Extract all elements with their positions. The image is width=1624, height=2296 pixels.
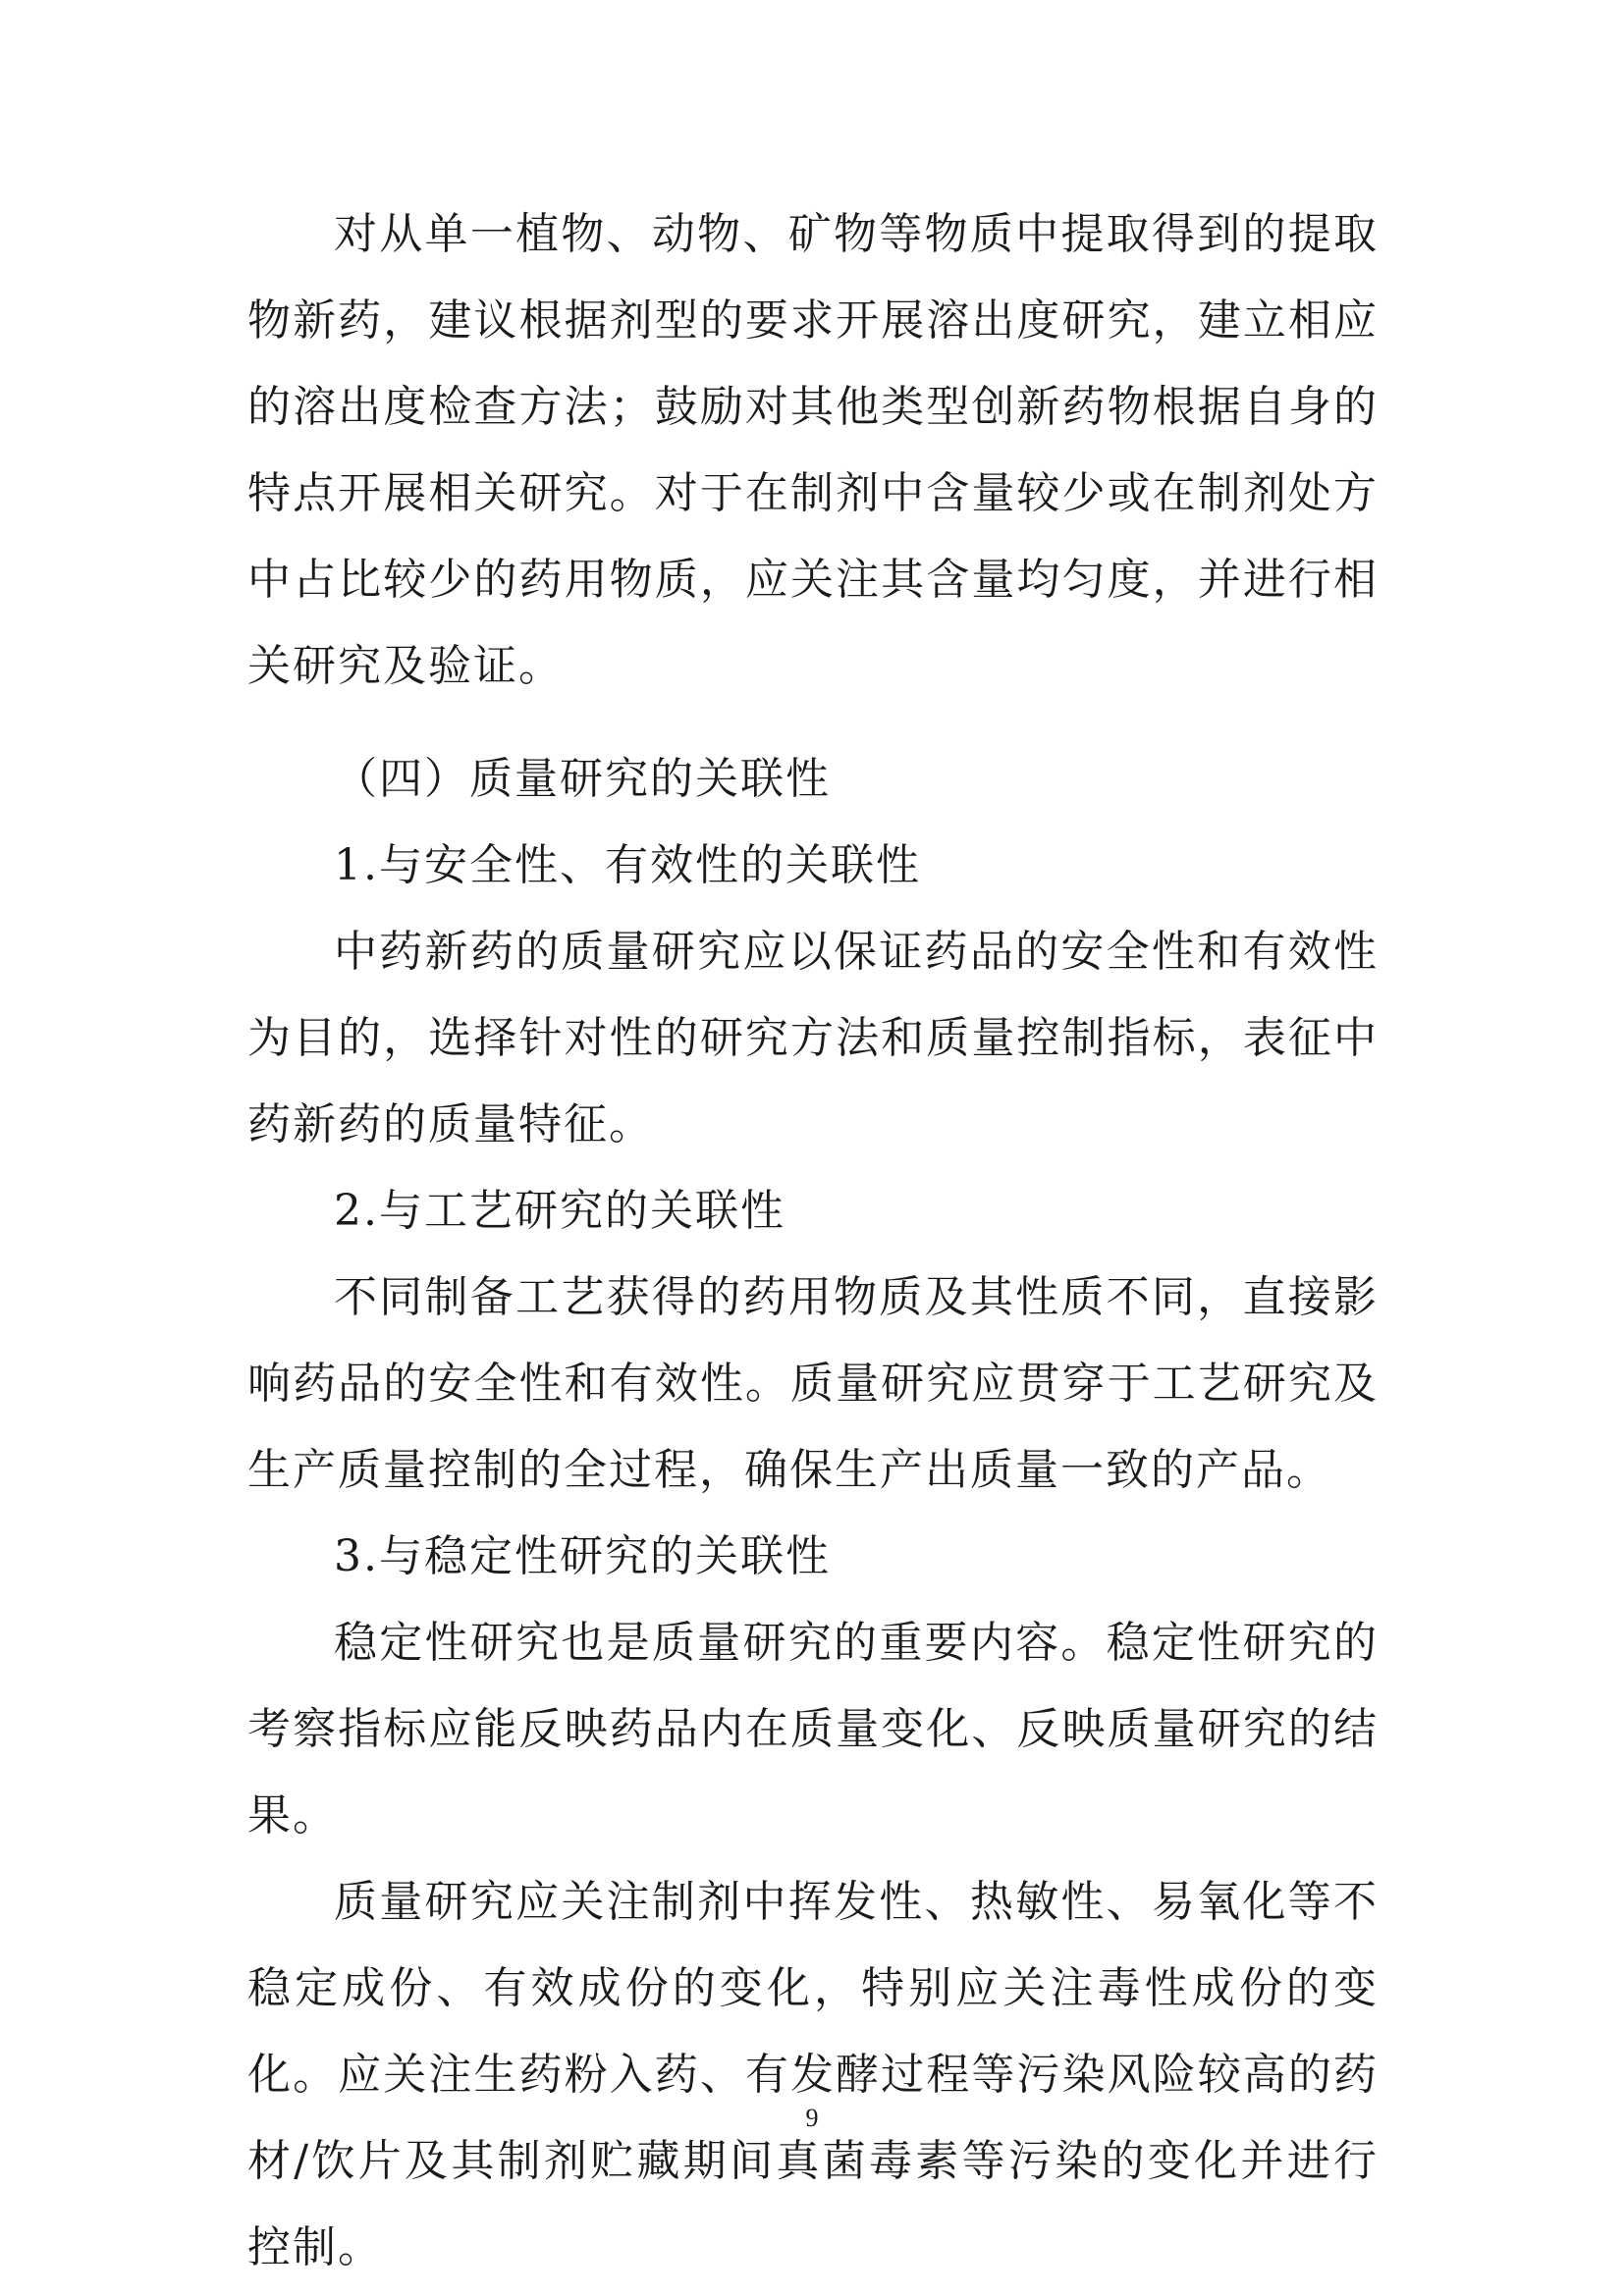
paragraph-safety-efficacy: 中药新药的质量研究应以保证药品的安全性和有效性为目的，选择针对性的研究方法和质量控制指标，表征中药新药的质量特征。 bbox=[247, 927, 1379, 1149]
paragraph-extract-dissolution: 对从单一植物、动物、矿物等物质中提取得到的提取物新药，建议根据剂型的要求开展溶出度研究，建立相应的溶出度检查方法；鼓励对其他类型创新药物根据自身的特点开展相关研究。对于在制剂中含量较少或在制剂处方中占比较少的药用物质，应关注其含量均匀度，并进行相关研究及验证。 bbox=[247, 209, 1379, 691]
document-body bbox=[247, 191, 1379, 2291]
paragraph-stability-research: 稳定性研究也是质量研究的重要内容。稳定性研究的考察指标应能反映药品内在质量变化、反映质量研究的结果。 bbox=[247, 1618, 1379, 1841]
sub-heading-stability-research: 3.与稳定性研究的关联性 bbox=[334, 1531, 831, 1581]
paragraph-unstable-components: 质量研究应关注制剂中挥发性、热敏性、易氧化等不稳定成份、有效成份的变化，特别应关注毒性成份的变化。应关注生药粉入药、有发酵过程等污染风险较高的药材/饮片及其制剂贮藏期间真菌毒素等污染的变化并进行控制。 bbox=[247, 1877, 1379, 2272]
paragraph-process-research: 不同制备工艺获得的药用物质及其性质不同，直接影响药品的安全性和有效性。质量研究应贯穿于工艺研究及生产质量控制的全过程，确保生产出质量一致的产品。 bbox=[247, 1272, 1379, 1495]
page-number: 9 bbox=[805, 2104, 819, 2132]
sub-heading-process-research: 2.与工艺研究的关联性 bbox=[334, 1186, 785, 1236]
sub-heading-safety-efficacy: 1.与安全性、有效性的关联性 bbox=[334, 840, 921, 890]
section-heading-quality-correlation: （四）质量研究的关联性 bbox=[334, 754, 831, 804]
